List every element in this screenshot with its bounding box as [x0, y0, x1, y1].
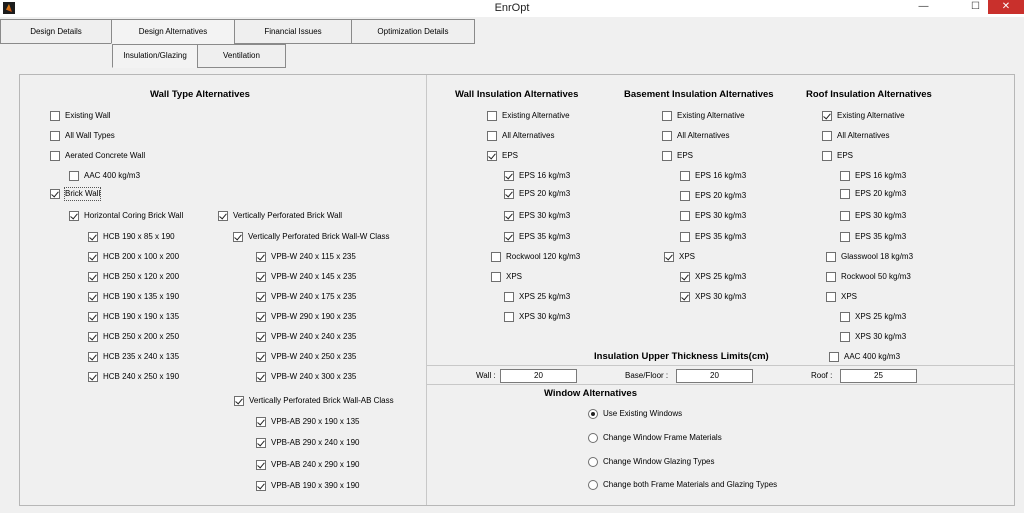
checkbox-label: Existing Alternative — [837, 111, 905, 120]
window-alternatives-header: Window Alternatives — [544, 388, 637, 399]
checkbox-label: XPS 30 kg/m3 — [519, 312, 571, 321]
checkbox-label: EPS 20 kg/m3 — [519, 189, 571, 198]
brick-wall-checkbox[interactable] — [50, 188, 100, 200]
vpbw-item-checkbox[interactable] — [256, 291, 356, 303]
checkmark-icon — [822, 111, 832, 121]
checkbox-icon — [491, 272, 501, 282]
checkmark-icon — [50, 189, 60, 199]
vpbab-class-checkbox[interactable] — [234, 395, 394, 407]
checkbox-icon — [504, 292, 514, 302]
radio-label: Use Existing Windows — [603, 409, 683, 418]
checkbox-icon — [50, 131, 60, 141]
checkbox-label: EPS — [837, 151, 854, 160]
checkbox-label: VPB-W 240 x 250 x 235 — [271, 352, 357, 361]
tab-optimization-details[interactable]: Optimization Details — [351, 19, 475, 44]
basement-insulation-header: Basement Insulation Alternatives — [624, 89, 774, 100]
wall-ins-rockwool-checkbox[interactable] — [491, 251, 580, 263]
checkbox-label: All Alternatives — [502, 131, 555, 140]
radio-label: Change Window Frame Materials — [603, 433, 722, 442]
change-both-radio[interactable] — [588, 479, 777, 491]
checkbox-label: EPS 16 kg/m3 — [519, 171, 571, 180]
checkmark-icon — [680, 292, 690, 302]
checkmark-icon — [504, 189, 514, 199]
checkbox-label: EPS 30 kg/m3 — [519, 211, 571, 220]
roof-ins-eps20-checkbox[interactable] — [840, 188, 906, 200]
checkbox-label: HCB 235 x 240 x 135 — [103, 352, 180, 361]
vpbw-item-checkbox[interactable] — [256, 271, 356, 283]
wall-ins-xps30-checkbox[interactable] — [504, 311, 570, 323]
checkbox-label: HCB 240 x 250 x 190 — [103, 372, 180, 381]
all-wall-types-checkbox[interactable] — [50, 130, 115, 142]
checkbox-icon — [662, 151, 672, 161]
checkbox-label: XPS 25 kg/m3 — [855, 312, 907, 321]
checkbox-label: XPS 25 kg/m3 — [519, 292, 571, 301]
checkmark-icon — [88, 312, 98, 322]
checkmark-icon — [88, 332, 98, 342]
checkbox-label: VPB-AB 290 x 240 x 190 — [271, 438, 360, 447]
checkbox-label: VPB-W 240 x 115 x 235 — [271, 252, 356, 261]
vpbab-item-checkbox[interactable] — [256, 459, 360, 471]
checkbox-icon — [662, 111, 672, 121]
tab-design-details[interactable]: Design Details — [0, 19, 112, 44]
checkbox-icon — [840, 232, 850, 242]
hcb-item-checkbox[interactable] — [88, 371, 179, 383]
roof-ins-xps30-checkbox[interactable] — [840, 331, 906, 343]
checkbox-label: XPS — [841, 292, 858, 301]
checkbox-label: HCB 250 x 200 x 250 — [103, 332, 180, 341]
checkmark-icon — [256, 332, 266, 342]
checkbox-label: HCB 190 x 85 x 190 — [103, 232, 175, 241]
checkbox-label: HCB 200 x 100 x 200 — [103, 252, 180, 261]
hcb-item-checkbox[interactable] — [88, 271, 179, 283]
checkbox-label: AAC 400 kg/m3 — [844, 352, 901, 361]
vpbab-item-checkbox[interactable] — [256, 480, 360, 492]
checkbox-label: Existing Wall — [65, 111, 111, 120]
vpbw-item-checkbox[interactable] — [256, 371, 356, 383]
roof-ins-xps-checkbox[interactable] — [826, 291, 857, 303]
aerated-concrete-checkbox[interactable] — [50, 150, 145, 162]
checkbox-label: EPS 20 kg/m3 — [855, 189, 907, 198]
checkbox-icon — [822, 131, 832, 141]
hcb-item-checkbox[interactable] — [88, 311, 179, 323]
radio-icon — [588, 457, 598, 467]
base-ins-eps16-checkbox[interactable] — [680, 170, 746, 182]
close-button[interactable]: ✕ — [988, 0, 1024, 14]
hcb-item-checkbox[interactable] — [88, 291, 179, 303]
thickness-divider-bottom — [427, 384, 1014, 385]
checkmark-icon — [234, 396, 244, 406]
checkbox-label: Vertically Perforated Brick Wall — [233, 211, 343, 220]
wall-ins-existing-checkbox[interactable] — [487, 110, 570, 122]
checkbox-label: EPS 35 kg/m3 — [519, 232, 571, 241]
checkmark-icon — [256, 272, 266, 282]
checkbox-icon — [50, 151, 60, 161]
roof-thickness-input[interactable]: 25 — [840, 369, 917, 383]
checkbox-label: EPS 35 kg/m3 — [695, 232, 747, 241]
checkbox-icon — [50, 111, 60, 121]
roof-ins-xps25-checkbox[interactable] — [840, 311, 906, 323]
checkmark-icon — [256, 252, 266, 262]
checkbox-icon — [680, 171, 690, 181]
radio-selected-icon — [588, 409, 598, 419]
base-ins-xps30-checkbox[interactable] — [680, 291, 746, 303]
checkmark-icon — [256, 292, 266, 302]
checkbox-label: Vertically Perforated Brick Wall-AB Class — [249, 396, 394, 405]
checkbox-label: XPS — [506, 272, 523, 281]
checkbox-icon — [829, 352, 839, 362]
checkbox-label: All Alternatives — [837, 131, 890, 140]
checkbox-icon — [680, 191, 690, 201]
subtab-ventilation[interactable]: Ventilation — [197, 44, 286, 68]
checkbox-label: EPS — [677, 151, 694, 160]
roof-ins-eps-checkbox[interactable] — [822, 150, 853, 162]
checkbox-icon — [840, 211, 850, 221]
checkbox-label: Existing Alternative — [677, 111, 745, 120]
checkbox-icon — [822, 151, 832, 161]
checkmark-icon — [256, 417, 266, 427]
tab-design-alternatives[interactable]: Design Alternatives — [111, 19, 235, 44]
checkbox-label: EPS 16 kg/m3 — [695, 171, 747, 180]
base-ins-eps20-checkbox[interactable] — [680, 190, 746, 202]
checkmark-icon — [88, 372, 98, 382]
checkbox-label: Brick Wall — [65, 189, 101, 198]
minimize-button[interactable]: — — [918, 1, 929, 12]
checkbox-label: VPB-AB 290 x 190 x 135 — [271, 417, 360, 426]
radio-icon — [588, 433, 598, 443]
checkbox-label: HCB 190 x 135 x 190 — [103, 292, 180, 301]
checkbox-label: HCB 250 x 120 x 200 — [103, 272, 180, 281]
wall-insulation-header: Wall Insulation Alternatives — [455, 89, 579, 100]
checkbox-icon — [69, 171, 79, 181]
checkmark-icon — [504, 232, 514, 242]
checkbox-label: Existing Alternative — [502, 111, 570, 120]
checkbox-icon — [840, 332, 850, 342]
checkbox-icon — [680, 211, 690, 221]
checkbox-label: XPS — [679, 252, 696, 261]
checkmark-icon — [88, 292, 98, 302]
maximize-button[interactable]: ☐ — [971, 1, 980, 12]
roof-ins-all-checkbox[interactable] — [822, 130, 889, 142]
checkmark-icon — [256, 372, 266, 382]
wall-thickness-input[interactable]: 20 — [500, 369, 577, 383]
vpbw-item-checkbox[interactable] — [256, 331, 356, 343]
thickness-divider-top — [427, 365, 1014, 366]
checkbox-label: VPB-W 240 x 300 x 235 — [271, 372, 357, 381]
checkbox-icon — [680, 232, 690, 242]
checkbox-icon — [491, 252, 501, 262]
checkmark-icon — [256, 438, 266, 448]
hcb-item-checkbox[interactable] — [88, 251, 179, 263]
panel-divider — [426, 75, 427, 505]
roof-insulation-header: Roof Insulation Alternatives — [806, 89, 932, 100]
checkbox-label: Aerated Concrete Wall — [65, 151, 146, 160]
checkbox-label: Horizontal Coring Brick Wall — [84, 211, 184, 220]
checkbox-icon — [840, 171, 850, 181]
base-thickness-input[interactable]: 20 — [676, 369, 753, 383]
checkbox-icon — [662, 131, 672, 141]
checkbox-label: EPS 35 kg/m3 — [855, 232, 907, 241]
vpbw-class-checkbox[interactable] — [233, 231, 390, 243]
checkmark-icon — [504, 171, 514, 181]
checkbox-label: Glasswool 18 kg/m3 — [841, 252, 914, 261]
checkbox-label: VPB-AB 190 x 390 x 190 — [271, 481, 360, 490]
thickness-limits-header: Insulation Upper Thickness Limits(cm) — [594, 351, 769, 362]
checkmark-icon — [680, 272, 690, 282]
base-ins-xps-checkbox[interactable] — [664, 251, 695, 263]
checkbox-label: EPS 16 kg/m3 — [855, 171, 907, 180]
checkbox-label: VPB-AB 240 x 290 x 190 — [271, 460, 360, 469]
wall-type-header: Wall Type Alternatives — [150, 89, 250, 100]
checkbox-icon — [826, 272, 836, 282]
checkbox-label: HCB 190 x 190 x 135 — [103, 312, 180, 321]
checkbox-label: Vertically Perforated Brick Wall-W Class — [248, 232, 390, 241]
vpbw-item-checkbox[interactable] — [256, 251, 356, 263]
checkbox-icon — [826, 252, 836, 262]
roof-ins-glasswool-checkbox[interactable] — [826, 251, 913, 263]
base-ins-existing-checkbox[interactable] — [662, 110, 745, 122]
checkbox-label: Rockwool 120 kg/m3 — [506, 252, 581, 261]
hcb-item-checkbox[interactable] — [88, 231, 175, 243]
checkmark-icon — [256, 460, 266, 470]
radio-label: Change both Frame Materials and Glazing Types — [603, 480, 778, 489]
checkmark-icon — [256, 352, 266, 362]
roof-ins-rockwool-checkbox[interactable] — [826, 271, 911, 283]
radio-icon — [588, 480, 598, 490]
subtab-insulation-glazing[interactable]: Insulation/Glazing — [112, 44, 198, 68]
window-title: EnrOpt — [494, 2, 530, 14]
change-frame-materials-radio[interactable] — [588, 432, 722, 444]
roof-ins-eps35-checkbox[interactable] — [840, 231, 906, 243]
checkbox-label: All Wall Types — [65, 131, 115, 140]
base-ins-all-checkbox[interactable] — [662, 130, 729, 142]
vpbw-item-checkbox[interactable] — [256, 351, 356, 363]
wall-ins-xps-checkbox[interactable] — [491, 271, 522, 283]
tab-financial-issues[interactable]: Financial Issues — [234, 19, 352, 44]
use-existing-windows-radio[interactable] — [588, 408, 682, 420]
checkbox-icon — [840, 189, 850, 199]
checkbox-label: EPS 30 kg/m3 — [855, 211, 907, 220]
base-ins-xps25-checkbox[interactable] — [680, 271, 746, 283]
roof-thickness-label: Roof : — [811, 371, 833, 380]
checkmark-icon — [88, 352, 98, 362]
checkmark-icon — [88, 272, 98, 282]
checkbox-label: VPB-W 240 x 240 x 235 — [271, 332, 357, 341]
vpbw-item-checkbox[interactable] — [256, 311, 356, 323]
checkbox-icon — [487, 131, 497, 141]
wall-ins-all-checkbox[interactable] — [487, 130, 554, 142]
checkmark-icon — [88, 252, 98, 262]
checkbox-label: All Alternatives — [677, 131, 730, 140]
checkbox-label: XPS 30 kg/m3 — [695, 292, 747, 301]
checkmark-icon — [69, 211, 79, 221]
checkbox-icon — [487, 111, 497, 121]
vpbab-item-checkbox[interactable] — [256, 437, 360, 449]
wall-thickness-label: Wall : — [476, 371, 496, 380]
checkbox-label: AAC 400 kg/m3 — [84, 171, 141, 180]
roof-ins-existing-checkbox[interactable] — [822, 110, 905, 122]
existing-wall-checkbox[interactable] — [50, 110, 111, 122]
checkbox-label: EPS 30 kg/m3 — [695, 211, 747, 220]
checkbox-icon — [826, 292, 836, 302]
checkbox-icon — [840, 312, 850, 322]
checkbox-label: XPS 25 kg/m3 — [695, 272, 747, 281]
checkmark-icon — [88, 232, 98, 242]
vpb-wall-checkbox[interactable] — [218, 210, 342, 222]
checkbox-icon — [504, 312, 514, 322]
roof-ins-eps16-checkbox[interactable] — [840, 170, 906, 182]
change-glazing-types-radio[interactable] — [588, 456, 714, 468]
wall-ins-eps16-checkbox[interactable] — [504, 170, 570, 182]
checkbox-label: XPS 30 kg/m3 — [855, 332, 907, 341]
hcb-item-checkbox[interactable] — [88, 351, 179, 363]
aac-400-checkbox[interactable] — [69, 170, 140, 182]
roof-ins-aac-checkbox[interactable] — [829, 351, 900, 363]
checkbox-label: EPS — [502, 151, 519, 160]
wall-ins-eps35-checkbox[interactable] — [504, 231, 570, 243]
checkbox-label: Rockwool 50 kg/m3 — [841, 272, 911, 281]
roof-ins-eps30-checkbox[interactable] — [840, 210, 906, 222]
hcb-wall-checkbox[interactable] — [69, 210, 183, 222]
checkmark-icon — [233, 232, 243, 242]
wall-ins-eps30-checkbox[interactable] — [504, 210, 570, 222]
base-ins-eps35-checkbox[interactable] — [680, 231, 746, 243]
base-ins-eps30-checkbox[interactable] — [680, 210, 746, 222]
wall-ins-eps20-checkbox[interactable] — [504, 188, 570, 200]
checkbox-label: VPB-W 290 x 190 x 235 — [271, 312, 357, 321]
checkmark-icon — [218, 211, 228, 221]
hcb-item-checkbox[interactable] — [88, 331, 179, 343]
wall-ins-eps-checkbox[interactable] — [487, 150, 518, 162]
checkbox-label: EPS 20 kg/m3 — [695, 191, 747, 200]
base-ins-eps-checkbox[interactable] — [662, 150, 693, 162]
checkmark-icon — [487, 151, 497, 161]
checkmark-icon — [664, 252, 674, 262]
radio-label: Change Window Glazing Types — [603, 457, 715, 466]
checkmark-icon — [504, 211, 514, 221]
checkbox-label: VPB-W 240 x 145 x 235 — [271, 272, 357, 281]
checkbox-label: VPB-W 240 x 175 x 235 — [271, 292, 357, 301]
vpbab-item-checkbox[interactable] — [256, 416, 360, 428]
checkmark-icon — [256, 312, 266, 322]
base-thickness-label: Base/Floor : — [625, 371, 669, 380]
checkmark-icon — [256, 481, 266, 491]
wall-ins-xps25-checkbox[interactable] — [504, 291, 570, 303]
